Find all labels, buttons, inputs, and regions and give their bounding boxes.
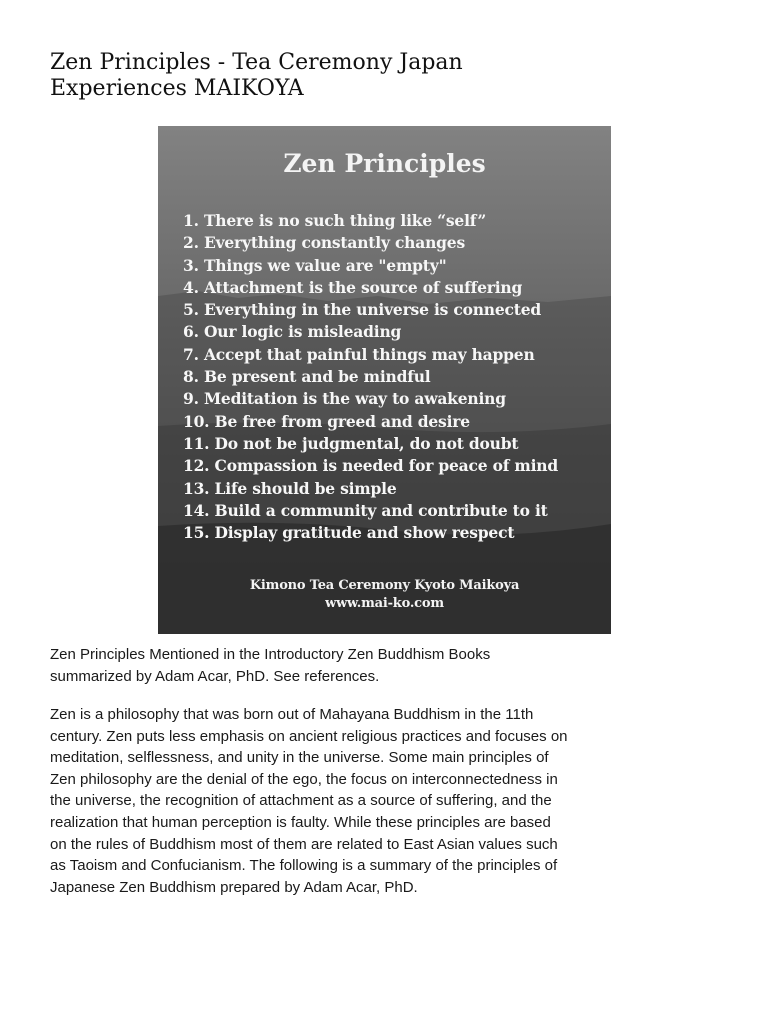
principle-item: 6. Our logic is misleading [183, 322, 402, 342]
principle-item: 5. Everything in the universe is connected [183, 300, 542, 320]
principle-item: 2. Everything constantly changes [183, 233, 465, 253]
principle-item: 7. Accept that painful things may happen [183, 344, 535, 364]
principle-item: 10. Be free from greed and desire [183, 411, 470, 431]
principle-item: 13. Life should be simple [183, 478, 397, 498]
image-caption: Zen Principles Mentioned in the Introductory Zen Buddhism Books summarized by Adam Acar, PhD. See references. [50, 646, 491, 685]
body-paragraph: Zen is a philosophy that was born out of Mahayana Buddhism in the 11th century. Zen puts less emphasis on ancient religious practices and focuses on meditation, selflessness, and unity in the universe. Some main principles of Zen philosophy are the denial of the ego, the focus on interconnectedness in the universe, the recognition of attachment as a source of suffering, and the realization that human perception is faulty. While these principles are based on the rules of Buddhism most of them are related to East Asian values such as Taoism and Confucianism. The following is a summary of the principles of Japanese Zen Buddhism prepared by Adam Acar, PhD. [50, 706, 568, 896]
principle-item: 15. Display gratitude and show respect [183, 523, 515, 543]
principles-list [183, 210, 608, 544]
principle-item: 14. Build a community and contribute to it [183, 500, 548, 520]
principle-item: 8. Be present and be mindful [183, 367, 431, 387]
principle-item: 3. Things we value are "empty" [183, 255, 447, 275]
poster-credit-url: www.mai-ko.com [325, 596, 444, 611]
poster-credit-name: Kimono Tea Ceremony Kyoto Maikoya [249, 578, 520, 593]
principle-item: 1. There is no such thing like “self” [183, 211, 487, 230]
zen-principles-poster [158, 126, 611, 634]
principle-item: 12. Compassion is needed for peace of mind [183, 456, 559, 476]
principle-item: 11. Do not be judgmental, do not doubt [183, 433, 519, 453]
poster-title: Zen Principles [283, 149, 486, 178]
principle-item: 9. Meditation is the way to awakening [183, 389, 506, 409]
principle-item: 4. Attachment is the source of suffering [183, 277, 523, 297]
page-title: Zen Principles - Tea Ceremony Japan Experiences MAIKOYA [50, 50, 463, 101]
